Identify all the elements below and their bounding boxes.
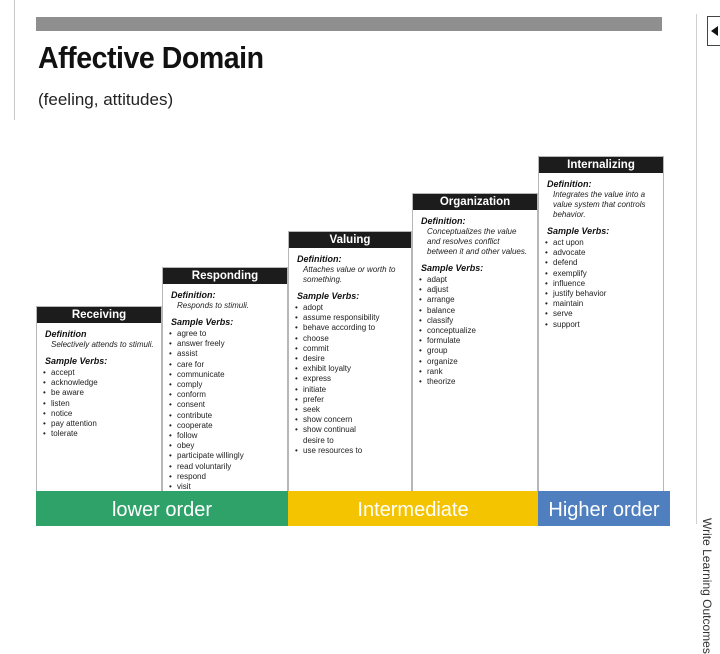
verb-list <box>289 303 411 456</box>
verb-item: • show concern <box>289 415 411 425</box>
band-label: Higher order <box>548 499 660 521</box>
verb-item: • behave according to <box>289 323 411 333</box>
definition-label: Definition: <box>421 216 466 226</box>
step-valuing <box>288 231 412 492</box>
verb-item: • adopt <box>289 303 411 313</box>
verb-item: • desire <box>289 354 411 364</box>
band-label: Intermediate <box>357 499 469 521</box>
verb-item: • visit <box>163 482 287 492</box>
nav-button[interactable] <box>707 16 720 46</box>
verb-item: • arrange <box>413 295 537 305</box>
verb-item: • seek <box>289 405 411 415</box>
definition-text: Conceptualizes the value and resolves conflict between it and other values. <box>427 227 528 256</box>
step-responding <box>162 267 288 492</box>
left-arrow-icon <box>711 26 718 36</box>
verb-item: • obey <box>163 441 287 451</box>
lower-order-band <box>36 491 288 526</box>
verb-item: • advocate <box>539 248 663 258</box>
verb-item: • communicate <box>163 370 287 380</box>
verb-item: • adjust <box>413 285 537 295</box>
verb-item: • organize <box>413 357 537 367</box>
verb-item: • formulate <box>413 336 537 346</box>
verb-item: • assist <box>163 349 287 359</box>
verb-item: • choose <box>289 334 411 344</box>
verb-item: • exemplify <box>539 269 663 279</box>
verb-item: • acknowledge <box>37 378 161 388</box>
definition-label: Definition: <box>297 254 342 264</box>
verb-item: • cooperate <box>163 421 287 431</box>
verbs-label: Sample Verbs: <box>45 356 108 366</box>
verb-item: • notice <box>37 409 161 419</box>
verb-item: • be aware <box>37 388 161 398</box>
step-header: Internalizing <box>539 157 663 173</box>
verbs-label: Sample Verbs: <box>171 317 234 327</box>
verb-item: • adapt <box>413 275 537 285</box>
verb-item: • express <box>289 374 411 384</box>
verb-item: • pay attention <box>37 419 161 429</box>
verb-item: • conceptualize <box>413 326 537 336</box>
step-receiving <box>36 306 162 492</box>
verb-item: • theorize <box>413 377 537 387</box>
verb-item: • defend <box>539 258 663 268</box>
verb-list <box>413 275 537 387</box>
verb-item: • act upon <box>539 238 663 248</box>
verb-item: • comply <box>163 380 287 390</box>
higher-order-band <box>538 491 670 526</box>
verb-item: • read voluntarily <box>163 462 287 472</box>
definition-label: Definition: <box>547 179 592 189</box>
verb-item: • accept <box>37 368 161 378</box>
verb-item: • care for <box>163 360 287 370</box>
verb-item: • initiate <box>289 385 411 395</box>
verb-item: • prefer <box>289 395 411 405</box>
verb-item: • serve <box>539 309 663 319</box>
step-header: Organization <box>413 194 537 210</box>
verb-list <box>163 329 287 502</box>
definition-text: Attaches value or worth to something. <box>303 265 396 284</box>
verb-item: • conform <box>163 390 287 400</box>
verb-item: • use resources to <box>289 446 411 456</box>
definition-text: Selectively attends to stimuli. <box>51 340 154 349</box>
page-subtitle: (feeling, attitudes) <box>38 90 174 109</box>
verb-item: • contribute <box>163 411 287 421</box>
verbs-label: Sample Verbs: <box>421 263 484 273</box>
verbs-label: Sample Verbs: <box>547 226 610 236</box>
left-divider <box>14 0 15 120</box>
definition-label: Definition: <box>171 290 216 300</box>
step-header: Valuing <box>289 232 411 248</box>
step-organization <box>412 193 538 492</box>
verb-list <box>539 238 663 330</box>
step-internalizing <box>538 156 664 492</box>
band-label: lower order <box>111 499 213 521</box>
verb-item: • maintain <box>539 299 663 309</box>
page-title: Affective Domain <box>38 40 264 75</box>
verb-item: • influence <box>539 279 663 289</box>
verb-item: • consent <box>163 400 287 410</box>
verb-item: • commit <box>289 344 411 354</box>
definition-text: Integrates the value into a value system that controls behavior. <box>553 190 646 219</box>
verb-item: • answer freely <box>163 339 287 349</box>
verb-item: • rank <box>413 367 537 377</box>
verb-list <box>37 368 161 439</box>
side-caption: Write Learning Outcomes <box>700 518 714 654</box>
verbs-label: Sample Verbs: <box>297 291 360 301</box>
verb-item: • group <box>413 346 537 356</box>
verb-item: • follow <box>163 431 287 441</box>
verb-item: • participate willingly <box>163 451 287 461</box>
step-header: Responding <box>163 268 287 284</box>
definition-text: Responds to stimuli. <box>177 301 250 310</box>
verb-item: • tolerate <box>37 429 161 439</box>
verb-item: • balance <box>413 306 537 316</box>
intermediate-band <box>288 491 538 526</box>
step-header: Receiving <box>37 307 161 323</box>
definition-label: Definition <box>45 329 87 339</box>
verb-item: • justify behavior <box>539 289 663 299</box>
verb-item: • agree to <box>163 329 287 339</box>
right-divider <box>696 14 697 524</box>
verb-item: • show continual desire to <box>289 425 373 445</box>
verb-item: • assume responsibility <box>289 313 411 323</box>
verb-item: • listen <box>37 399 161 409</box>
verb-item: • support <box>539 320 663 330</box>
verb-item: • respond <box>163 472 287 482</box>
verb-item: • exhibit loyalty <box>289 364 411 374</box>
top-banner-bar <box>36 17 662 31</box>
verb-item: • classify <box>413 316 537 326</box>
